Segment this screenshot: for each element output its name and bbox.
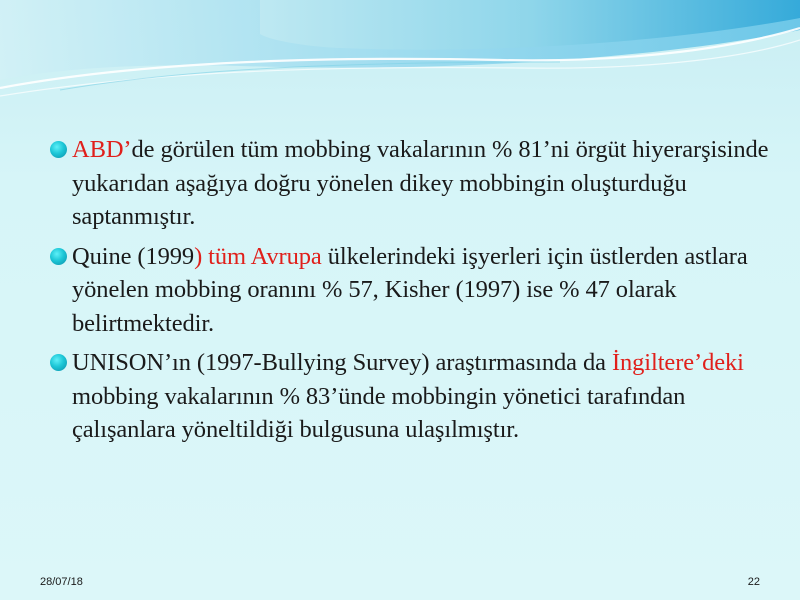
bullet-item: [50, 240, 770, 341]
bullet-dot-icon: [50, 354, 67, 371]
footer-page-number: 22: [747, 576, 760, 588]
bullet-text-run: ABD’: [72, 136, 132, 163]
bullet-text-run: Quine (1999: [72, 242, 195, 270]
bullet-dot-icon: [50, 141, 67, 158]
bullet-item: [50, 133, 770, 234]
bullet-text-run: İngiltere’deki: [611, 349, 744, 376]
bullet-item: [50, 346, 770, 447]
header-wave-decoration: [0, 0, 800, 110]
bullet-dot-icon: [50, 248, 67, 265]
bullet-text-run: de görülen tüm mobbing vakalarının % 81’ni örgüt hiyerarşisinde yukarıdan aşağıya doğru yönelen dikey mobbingin oluşturduğu saptanmıştır.: [72, 136, 769, 230]
slide-body: [50, 133, 770, 453]
footer-date: 28/07/18: [40, 576, 83, 588]
bullet-text-run: UNISON’ın (1997-Bullying Survey) araştırmasında da: [72, 349, 612, 376]
bullet-text-run: ülkelerindeki işyerleri için üstlerden astlara yönelen mobbing oranını % 57, Kisher (1997) ise % 47 olarak belirtmektedir.: [72, 242, 748, 337]
bullet-text-run: mobbing vakalarının % 83’ünde mobbingin yönetici tarafından çalışanlara yöneltildiği bulgusuna ulaşılmıştır.: [72, 382, 686, 443]
bullet-text-run: ) tüm Avrupa: [194, 242, 322, 270]
